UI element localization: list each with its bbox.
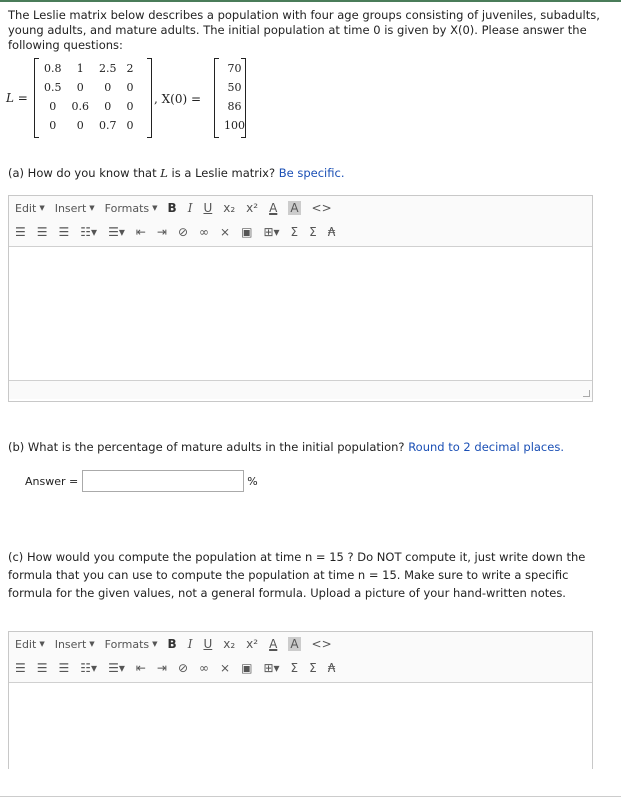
question-b-text: (b) What is the percentage of mature adults in the initial population? bbox=[8, 440, 409, 454]
outdent-icon[interactable]: ⇤ bbox=[135, 661, 146, 675]
vector-cell: 70 bbox=[227, 62, 242, 75]
superscript-button[interactable]: x² bbox=[246, 201, 259, 215]
intro-text: The Leslie matrix below describes a population with four age groups consisting of juveniles, subadults, young adults, and mature adults. The initial population at time 0 is given by X(0). Please answer the following questions: bbox=[8, 8, 600, 52]
attach-icon[interactable]: ⊘ bbox=[177, 225, 189, 239]
matrix-cell: 0.6 bbox=[71, 100, 89, 113]
bottom-border bbox=[0, 796, 621, 797]
align-right-icon[interactable]: ☰ bbox=[58, 661, 70, 675]
caret-down-icon: ▼ bbox=[152, 640, 158, 648]
indent-icon[interactable]: ⇥ bbox=[156, 225, 167, 239]
vector-X0 bbox=[214, 58, 246, 138]
matrix-row bbox=[39, 97, 139, 116]
background-color-button[interactable]: A bbox=[290, 201, 299, 215]
link-icon[interactable]: ∞ bbox=[199, 225, 210, 239]
matrix-cell: 0.8 bbox=[44, 62, 62, 75]
link-icon[interactable]: ∞ bbox=[199, 661, 210, 675]
question-b bbox=[8, 440, 564, 454]
question-c-text: (c) How would you compute the population at time n = 15 ? Do NOT compute it, just write down the formula that you can use to compute the population at time n = 15. Make sure to write a specific formula for the given values, not a general formula. Upload a picture of your hand-written notes. bbox=[8, 550, 586, 600]
matrix-cell: 0 bbox=[126, 119, 134, 132]
formats-menu[interactable] bbox=[105, 202, 158, 215]
matrix-cell: 0 bbox=[76, 81, 84, 94]
outdent-icon[interactable]: ⇤ bbox=[135, 225, 146, 239]
code-button[interactable]: <> bbox=[311, 201, 332, 215]
edit-menu[interactable] bbox=[15, 638, 45, 651]
bullet-list-icon[interactable]: ☷▾ bbox=[80, 661, 98, 675]
caret-down-icon: ▼ bbox=[39, 640, 45, 648]
table-icon[interactable]: ⊞▾ bbox=[263, 225, 280, 239]
insert-menu-label: Insert bbox=[54, 201, 87, 215]
rich-text-editor-c bbox=[8, 631, 593, 769]
matrix-L bbox=[34, 58, 152, 138]
matrix-row bbox=[39, 116, 139, 135]
matrix-L-label: L = bbox=[6, 91, 28, 105]
answer-unit: % bbox=[247, 474, 258, 488]
vector-cell: 50 bbox=[227, 81, 242, 94]
matrix-cell: 0.5 bbox=[44, 81, 62, 94]
matrix-cell: 1 bbox=[76, 62, 84, 75]
matrix-cell: 0 bbox=[104, 81, 112, 94]
bold-button[interactable]: B bbox=[167, 637, 177, 651]
vector-cell: 86 bbox=[227, 100, 242, 113]
matrix-cell: 2 bbox=[126, 62, 134, 75]
question-a bbox=[8, 166, 344, 180]
sum-icon[interactable]: Σ bbox=[309, 661, 317, 675]
matrix-cell: 0 bbox=[104, 100, 112, 113]
insert-menu[interactable] bbox=[55, 202, 95, 215]
toolbar-row-2 bbox=[9, 656, 592, 680]
top-border bbox=[0, 0, 621, 2]
toolbar-row-1 bbox=[9, 632, 592, 656]
insert-menu[interactable] bbox=[55, 638, 95, 651]
code-button[interactable]: <> bbox=[311, 637, 332, 651]
matrix-cell: 2.5 bbox=[99, 62, 117, 75]
align-center-icon[interactable]: ☰ bbox=[36, 225, 48, 239]
matrix-row bbox=[39, 78, 139, 97]
caret-down-icon: ▼ bbox=[89, 640, 95, 648]
matrix-cell: 0.7 bbox=[99, 119, 117, 132]
table-icon[interactable]: ⊞▾ bbox=[263, 661, 280, 675]
attach-icon[interactable]: ⊘ bbox=[177, 661, 189, 675]
caret-down-icon: ▼ bbox=[39, 204, 45, 212]
caret-down-icon: ▼ bbox=[89, 204, 95, 212]
editor-content-area[interactable] bbox=[9, 247, 592, 380]
question-c bbox=[8, 548, 593, 602]
underline-button[interactable]: U bbox=[203, 201, 213, 215]
editor-toolbar bbox=[9, 196, 592, 247]
font-color-button[interactable]: A bbox=[269, 201, 278, 215]
image-icon[interactable]: ▣ bbox=[241, 661, 253, 675]
formats-menu[interactable] bbox=[105, 638, 158, 651]
matrix-row bbox=[39, 59, 139, 78]
subscript-button[interactable]: x₂ bbox=[223, 201, 236, 215]
underline-button[interactable]: U bbox=[203, 637, 213, 651]
editor-toolbar bbox=[9, 632, 592, 683]
answer-input[interactable] bbox=[82, 470, 244, 492]
formats-menu-label: Formats bbox=[104, 637, 150, 651]
special-char-icon[interactable]: ₳ bbox=[327, 225, 336, 239]
numbered-list-icon[interactable]: ☰▾ bbox=[108, 225, 125, 239]
formats-menu-label: Formats bbox=[104, 201, 150, 215]
edit-menu[interactable] bbox=[15, 202, 45, 215]
italic-button[interactable]: I bbox=[187, 637, 193, 651]
bullet-list-icon[interactable]: ☷▾ bbox=[80, 225, 98, 239]
equation-icon[interactable]: Σ bbox=[290, 661, 299, 675]
vector-cell: 100 bbox=[224, 119, 245, 132]
toolbar-row-2 bbox=[9, 220, 592, 244]
matrix-cell: 0 bbox=[126, 100, 134, 113]
numbered-list-icon[interactable]: ☰▾ bbox=[108, 661, 125, 675]
unlink-icon[interactable]: ⨯ bbox=[220, 661, 231, 675]
matrix-cell: 0 bbox=[49, 119, 57, 132]
question-a-text2: is a Leslie matrix? bbox=[167, 166, 279, 180]
answer-label: Answer = bbox=[25, 474, 79, 488]
editor-content-area[interactable] bbox=[9, 683, 592, 769]
question-b-hint: Round to 2 decimal places. bbox=[408, 440, 564, 454]
matrix-cell: 0 bbox=[126, 81, 134, 94]
font-color-button[interactable]: A bbox=[269, 637, 278, 651]
question-a-text: (a) How do you know that bbox=[8, 166, 161, 180]
vector-X0-label: , X(0) = bbox=[154, 92, 202, 106]
sum-icon[interactable]: Σ bbox=[309, 225, 317, 239]
resize-handle-icon[interactable] bbox=[583, 390, 590, 397]
align-right-icon[interactable]: ☰ bbox=[58, 225, 70, 239]
rich-text-editor-a bbox=[8, 195, 593, 402]
answer-row bbox=[25, 470, 258, 492]
bold-button[interactable]: B bbox=[167, 201, 177, 215]
unlink-icon[interactable]: ⨯ bbox=[220, 225, 231, 239]
background-color-button[interactable]: A bbox=[290, 637, 299, 651]
indent-icon[interactable]: ⇥ bbox=[156, 661, 167, 675]
matrix-cell: 0 bbox=[76, 119, 84, 132]
italic-button[interactable]: I bbox=[187, 201, 193, 215]
superscript-button[interactable]: x² bbox=[246, 637, 259, 651]
question-a-var: L bbox=[160, 166, 168, 180]
toolbar-row-1 bbox=[9, 196, 592, 220]
subscript-button[interactable]: x₂ bbox=[223, 637, 236, 651]
question-a-hint: Be specific. bbox=[278, 166, 345, 180]
image-icon[interactable]: ▣ bbox=[241, 225, 253, 239]
editor-statusbar bbox=[9, 380, 592, 399]
align-left-icon[interactable]: ☰ bbox=[15, 225, 26, 239]
matrix-display bbox=[6, 58, 286, 142]
equation-icon[interactable]: Σ bbox=[290, 225, 299, 239]
caret-down-icon: ▼ bbox=[152, 204, 158, 212]
insert-menu-label: Insert bbox=[54, 637, 87, 651]
align-left-icon[interactable]: ☰ bbox=[15, 661, 26, 675]
matrix-cell: 0 bbox=[49, 100, 57, 113]
edit-menu-label: Edit bbox=[15, 637, 37, 651]
edit-menu-label: Edit bbox=[15, 201, 37, 215]
align-center-icon[interactable]: ☰ bbox=[36, 661, 48, 675]
special-char-icon[interactable]: ₳ bbox=[327, 661, 336, 675]
